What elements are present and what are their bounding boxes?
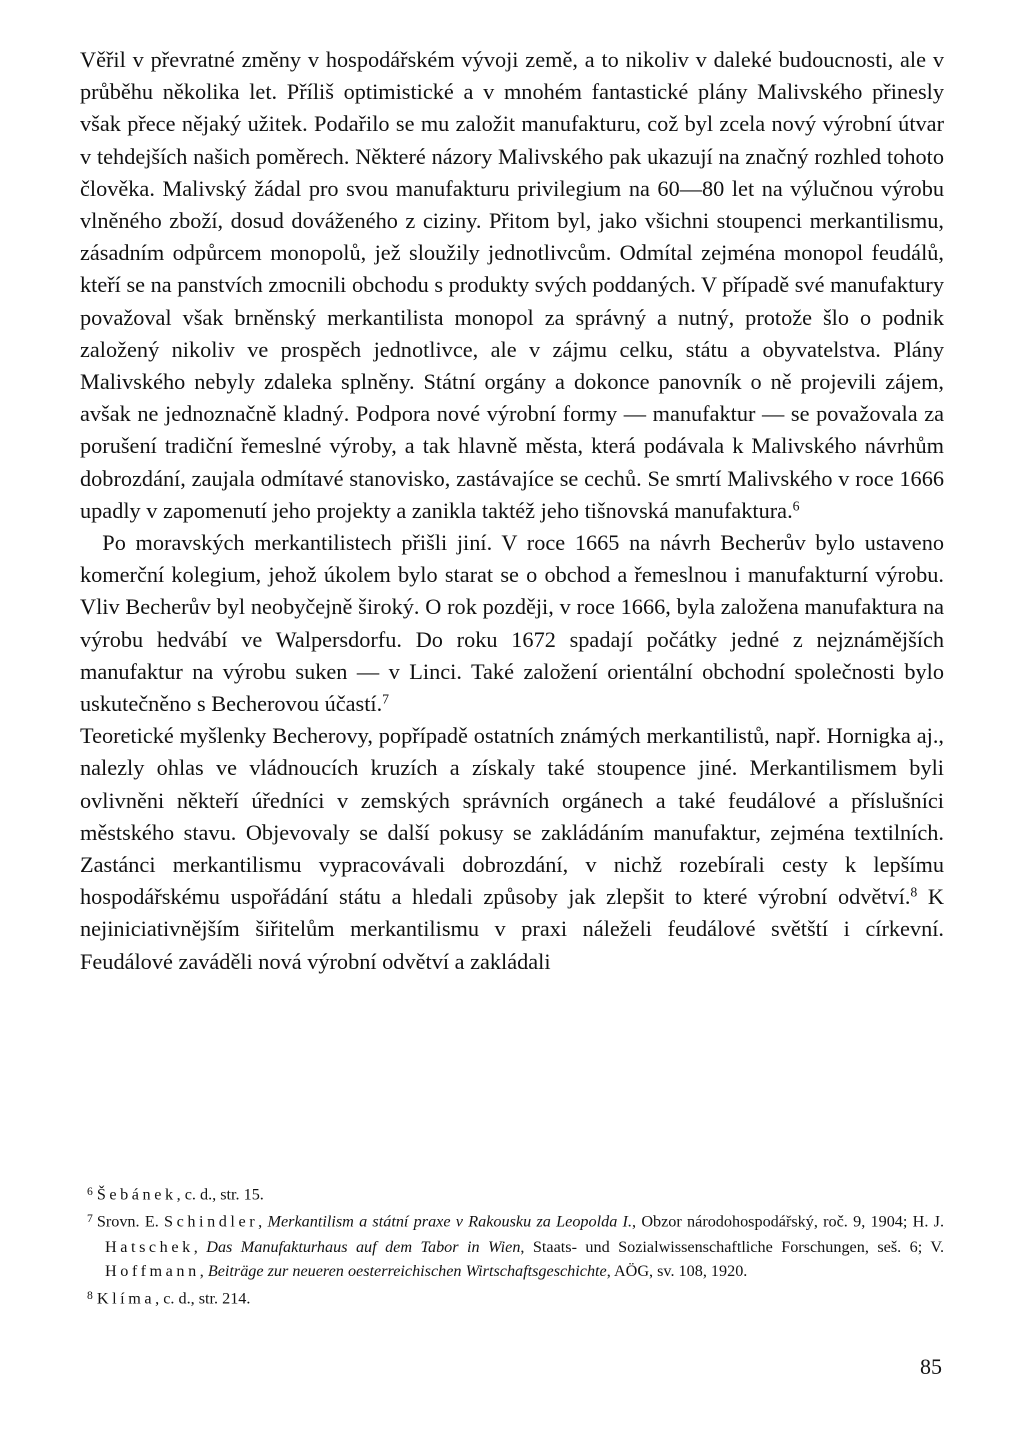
paragraph [80, 527, 944, 720]
footnote-text: , [193, 1237, 207, 1256]
footnote-reference: 6 [792, 498, 800, 514]
footnote-reference: 7 [382, 691, 390, 707]
footnote-text: , [258, 1212, 268, 1231]
paragraph [80, 44, 944, 527]
footnote-author: Šebánek [96, 1185, 177, 1204]
footnote-text: , c. d., str. 214. [155, 1289, 251, 1308]
footnote-number: 8 [87, 1288, 93, 1302]
page-number: 85 [920, 1354, 942, 1379]
footnote [80, 1180, 944, 1207]
paragraph-text: K nejiniciativnějším šiřitelům merkantilismu v praxi náleželi feudálové světští i církevní. Feudálové zaváděli nová výrobní odvětví a zakládali [80, 884, 945, 974]
paragraph-text: Teoretické myšlenky Becherovy, popřípadě ostatních známých merkantilistů, např. Hornigka aj., nalezly ohlas ve vládnoucích kruzích a získaly také stoupence jiné. Merkantilismem byli ovlivněni někteří úředníci v zemských správních orgánech a také feudálové a příslušníci městského stavu. Objevovaly se další pokusy se zakládáním manufaktur, zejména textilních. Zastánci merkantilismu vypracovávali dobrozdání, v nichž rozebírali cesty k lepšímu hospodářskému uspořádání státu a hledali způsoby jak zlepšit to které výrobní odvětví. [80, 723, 944, 910]
footnote-text: , c. d., str. 15. [176, 1185, 264, 1204]
footnote-title: Das Manufakturhaus auf dem Tabor in Wien [206, 1237, 521, 1256]
footnote-text: , [199, 1262, 208, 1281]
footnote-reference: 8 [910, 884, 918, 900]
paragraph [80, 720, 944, 978]
footnote [80, 1207, 944, 1283]
footnote-text: , AÖG, sv. 108, 1920. [606, 1262, 748, 1281]
footnote-author: Hatschek [105, 1237, 194, 1256]
footnote-text: Srovn. E. [96, 1212, 165, 1231]
footnote-number: 6 [87, 1185, 93, 1198]
footnote-title: Beiträge zur neueren oesterreichischen Wirtschaftsgeschichte [207, 1262, 607, 1281]
paragraph-text: Věřil v převratné změny v hospodářském vývoji země, a to nikoliv v daleké budoucnosti, ale v průběhu několika let. Příliš optimistické a v mnohém fantastické plány Malivského přinesly však přece nějaký užitek. Podařilo se mu založit manufakturu, což byl zcela nový výrobní útvar v tehdejších našich poměrech. Některé názory Malivského pak ukazují na značný rozhled tohoto člověka. Malivský žádal pro svou manufakturu privilegium na 60—80 let na výlučnou výrobu vlněného zboží, dosud dováženého z ciziny. Přitom byl, jako všichni stoupenci merkantilismu, zásadním odpůrcem monopolů, jež sloužily jednotlivcům. Odmítal zejména monopol feudálů, kteří se na panstvích zmocnili obchodu s produkty svých poddaných. V případě své manufaktury považoval však brněnský merkantilista monopol za správný a nutný, protože šlo o podnik založený nikoliv ve prospěch jednotlivce, ale v zájmu celku, státu a obyvatelstva. Plány Malivského nebyly zdaleka splněny. Státní orgány a dokonce panovník o ně projevili zájem, avšak ne jednoznačně kladný. Podpora nové výrobní formy — manufaktur — se považovala za porušení tradiční řemeslné výroby, a tak hlavně města, která podávala k Malivského návrhům dobrozdání, zaujala odmítavé stanovisko, zastávajíce se cechů. Se smrtí Malivského v roce 1666 upadly v zapomenutí jeho projekty a zanikla taktéž jeho tišnovská manufaktura. [80, 47, 944, 523]
main-text [80, 44, 944, 978]
footnote-title: Merkantilism a státní praxe v Rakousku za Leopolda I. [267, 1212, 632, 1231]
page-content [80, 44, 944, 978]
paragraph-text: Po moravských merkantilistech přišli jiní. V roce 1665 na návrh Becherův bylo ustaveno komerční kolegium, jehož úkolem bylo starat se o obchod a řemeslnou i manufakturní výrobu. Vliv Becherův byl neobyčejně široký. O rok později, v roce 1666, byla založena manufaktura na výrobu hedvábí ve Walpersdorfu. Do roku 1672 spadají počátky jedné z nejznámějších manufaktur na výrobu suken — v Linci. Také založení orientální obchodní společnosti bylo uskutečněno s Becherovou účastí. [80, 530, 944, 717]
footnotes [80, 1180, 944, 1311]
footnote [80, 1284, 944, 1311]
footnote-text: , Obzor národohospodářský, roč. 9, 1904; H. J. [632, 1212, 945, 1231]
footnote-text: , Staats- und Sozialwissenschaftliche Forschungen, seš. 6; V. [520, 1237, 944, 1256]
footnote-author: Hoffmann [105, 1262, 200, 1281]
footnote-author: Schindler [164, 1212, 259, 1231]
footnote-number: 7 [87, 1212, 93, 1226]
footnote-author: Klíma [96, 1289, 156, 1308]
